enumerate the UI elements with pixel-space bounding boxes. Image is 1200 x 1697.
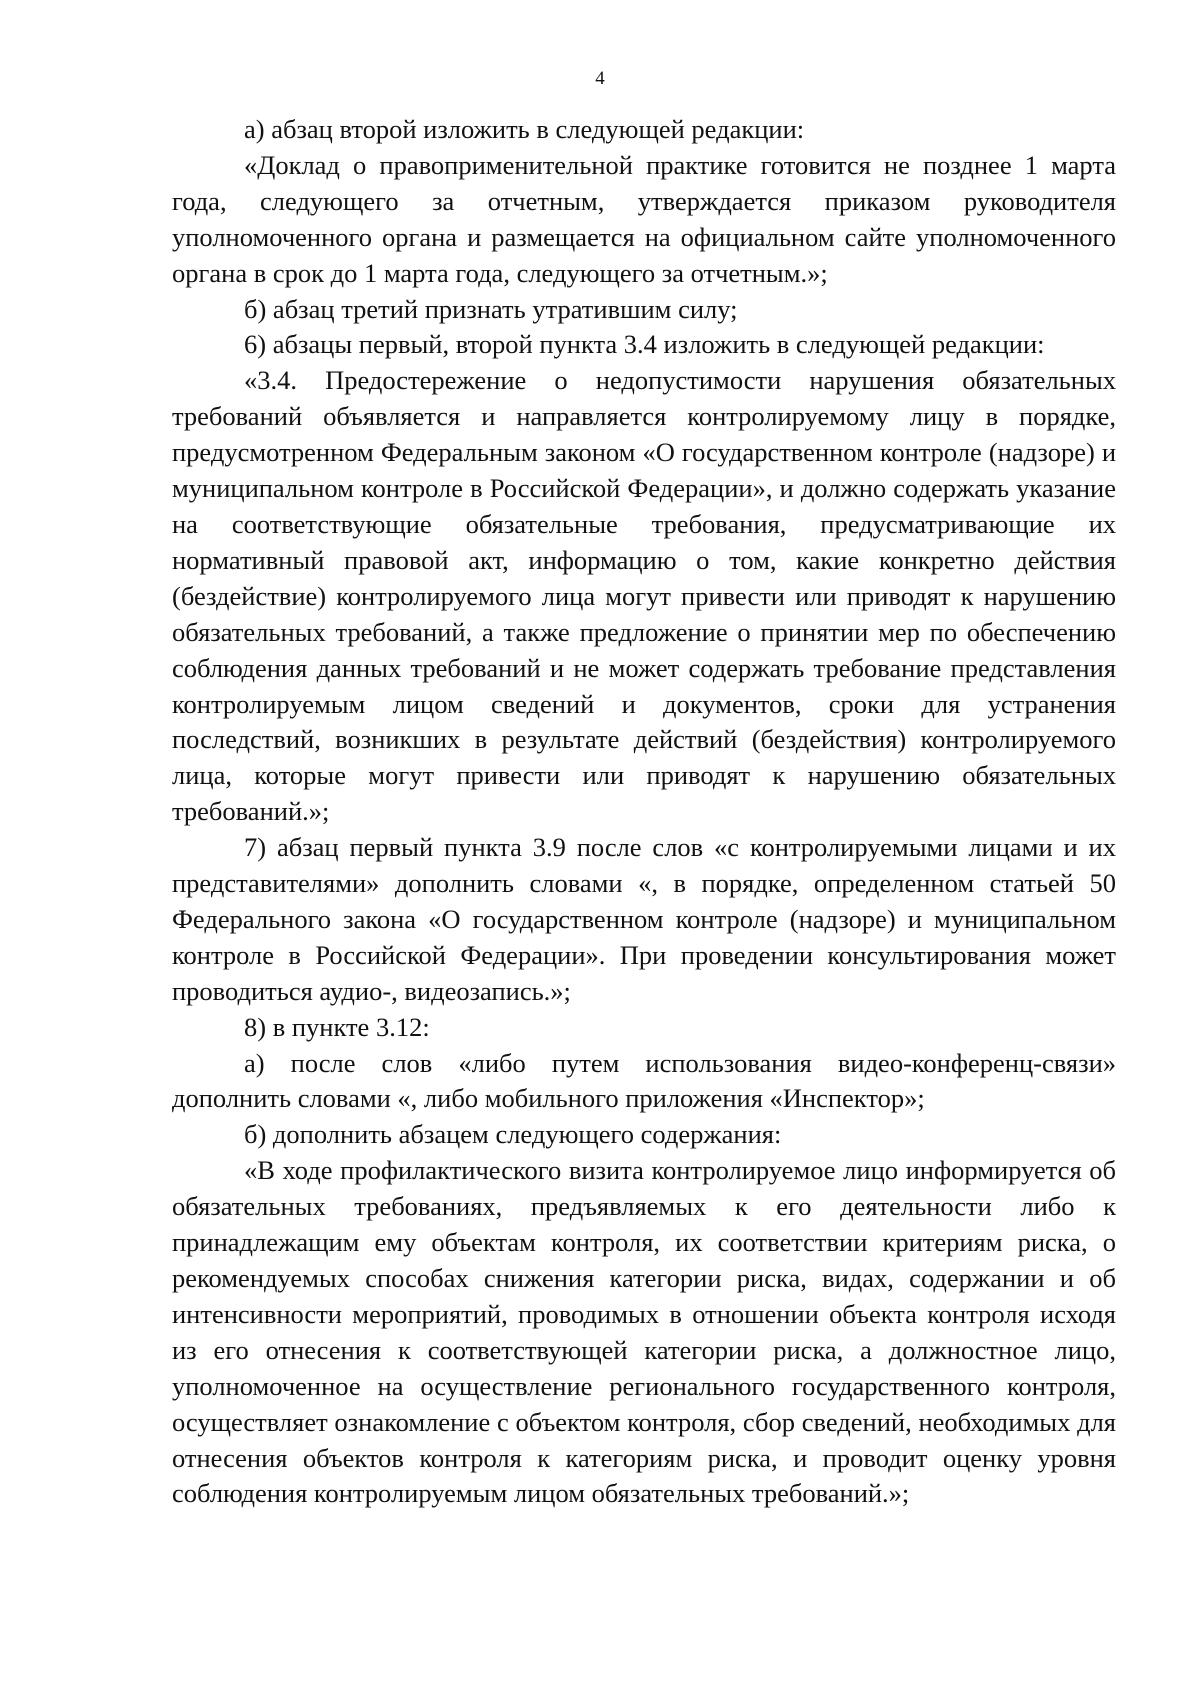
page-number: 4 bbox=[595, 68, 605, 89]
paragraph-item-a-edit-second: а) абзац второй изложить в следующей редакции: bbox=[244, 114, 805, 144]
paragraph-report-quote: «Доклад о правоприменительной практике готовится не позднее 1 марта года, следующего за отчетным, утверждается приказом руководителя уполномоченного органа и размещается на официальном сайте уполномоченного органа в срок до 1 марта года, следующего за отчетным.»; bbox=[172, 149, 1116, 288]
paragraph-item-6-point-3-4: 6) абзацы первый, второй пункта 3.4 изложить в следующей редакции: bbox=[244, 329, 1045, 360]
paragraph-item-a-video-conference: а) после слов «либо путем использования видео-конференц-связи» дополнить словами «, либо мобильного приложения «Инспектор»; bbox=[172, 1047, 1116, 1114]
paragraph-item-8-point-3-12: 8) в пункте 3.12: bbox=[244, 1011, 430, 1042]
paragraph-item-b-add-paragraph: б) дополнить абзацем следующего содержания: bbox=[244, 1119, 782, 1150]
paragraph-warning-quote: «3.4. Предостережение о недопустимости нарушения обязательных требований объявляется и направляется контролируемому лицу в порядке, предусмотренном Федеральным законом «О государственном контроле (надзоре) и муниципальном контроле в Российской Федерации», и должно содержать указание на соответствующие обязательные требования, предусматривающие их нормативный правовой акт, информацию о том, какие конкретно действия (бездействие) контролируемого лица могут привести или приводят к нарушению обязательных требований, а также предложение о принятии мер по обеспечению соблюдения данных требований и не может содержать требование представления контролируемым лицом сведений и документов, сроки для устранения последствий, возникших в результате действий (бездействия) контролируемого лица, которые могут привести или приводят к нарушению обязательных требований.»; bbox=[172, 365, 1116, 827]
paragraph-preventive-visit-quote: «В ходе профилактического визита контролируемое лицо информируется об обязательных требованиях, предъявляемых к его деятельности либо к принадлежащим ему объектам контроля, их соответствии критериям риска, о рекомендуемых способах снижения категории риска, видах, содержании и об интенсивности мероприятий, проводимых в отношении объекта контроля исходя из его отнесения к соответствующей категории риска, а должностное лицо, уполномоченное на осуществление регионального государственного контроля, осуществляет ознакомление с объектом контроля, сбор сведений, необходимых для отнесения объектов контроля к категориям риска, и проводит оценку уровня соблюдения контролируемым лицом обязательных требований.»; bbox=[172, 1155, 1116, 1509]
paragraph-item-b-repeal-third: б) абзац третий признать утратившим силу; bbox=[244, 293, 738, 324]
paragraph-item-7-point-3-9: 7) абзац первый пункта 3.9 после слов «с контролируемыми лицами и их представителями» дополнить словами «, в порядке, определенном статьей 50 Федерального закона «О государственном контроле (надзоре) и муниципальном контроле в Российской Федерации». При проведении консультирования может проводиться аудио-, видеозапись.»; bbox=[172, 832, 1116, 1006]
document-body bbox=[172, 112, 1116, 1512]
